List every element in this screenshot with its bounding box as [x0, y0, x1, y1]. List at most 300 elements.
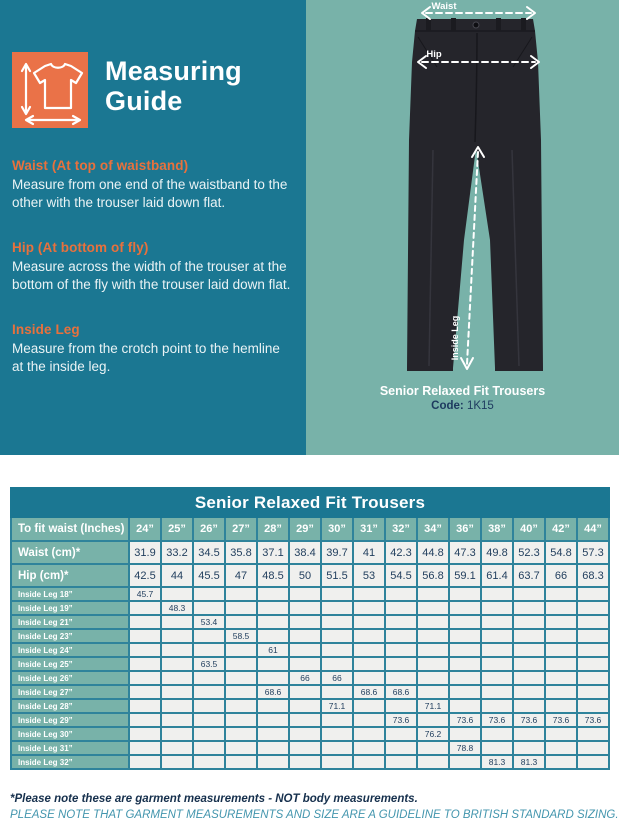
size-cell: 54.8 [545, 541, 577, 564]
size-cell [577, 755, 609, 769]
guide-section-waist-body: Measure from one end of the waistband to the other with the trouser laid down flat. [12, 177, 288, 210]
size-cell [193, 643, 225, 657]
size-cell: 81.3 [513, 755, 545, 769]
footnote-garment-measurements: *Please note these are garment measurements - NOT body measurements. [10, 793, 418, 805]
size-cell [417, 629, 449, 643]
size-cell: 45.5 [193, 564, 225, 587]
size-cell [129, 713, 161, 727]
size-table-container [10, 487, 610, 770]
size-cell [513, 685, 545, 699]
size-cell [545, 615, 577, 629]
size-cell: 57.3 [577, 541, 609, 564]
size-column-header: 26” [193, 517, 225, 541]
size-cell: 53.4 [193, 615, 225, 629]
size-cell: 33.2 [161, 541, 193, 564]
size-cell [193, 755, 225, 769]
size-cell [417, 657, 449, 671]
size-cell [385, 699, 417, 713]
size-cell [225, 657, 257, 671]
size-cell [449, 657, 481, 671]
table-row [11, 615, 609, 629]
size-cell: 31.9 [129, 541, 161, 564]
size-cell [161, 685, 193, 699]
size-cell [449, 755, 481, 769]
size-cell [385, 671, 417, 685]
size-column-header: 44” [577, 517, 609, 541]
size-cell [417, 601, 449, 615]
size-cell [161, 629, 193, 643]
size-cell [225, 671, 257, 685]
size-cell [257, 741, 289, 755]
size-cell [193, 713, 225, 727]
row-label: Inside Leg 21” [11, 615, 129, 629]
product-code-value: 1K15 [466, 400, 494, 412]
size-cell [513, 629, 545, 643]
guide-section-hip [12, 240, 294, 294]
size-cell: 44.8 [417, 541, 449, 564]
size-cell [385, 741, 417, 755]
size-cell [577, 615, 609, 629]
table-row [11, 685, 609, 699]
size-cell [257, 629, 289, 643]
size-cell [449, 587, 481, 601]
size-cell: 54.5 [385, 564, 417, 587]
size-cell [129, 657, 161, 671]
size-cell [513, 699, 545, 713]
size-cell [321, 727, 353, 741]
size-cell [545, 727, 577, 741]
product-caption [306, 384, 619, 412]
guide-section-inside-leg [12, 322, 294, 376]
size-column-header: 30” [321, 517, 353, 541]
size-cell [257, 615, 289, 629]
table-row [11, 713, 609, 727]
size-cell [225, 587, 257, 601]
size-cell: 66 [545, 564, 577, 587]
table-row [11, 755, 609, 769]
row-label: Inside Leg 30” [11, 727, 129, 741]
size-cell [385, 657, 417, 671]
size-cell [513, 727, 545, 741]
size-cell: 73.6 [449, 713, 481, 727]
size-cell [545, 671, 577, 685]
size-cell [513, 657, 545, 671]
size-cell [449, 629, 481, 643]
page-title [105, 56, 242, 116]
size-cell [193, 727, 225, 741]
row-label: Inside Leg 18” [11, 587, 129, 601]
guide-section-hip-heading: Hip (At bottom of fly) [12, 240, 149, 255]
size-cell [513, 615, 545, 629]
size-cell [545, 685, 577, 699]
size-cell [193, 671, 225, 685]
size-cell: 56.8 [417, 564, 449, 587]
size-cell [481, 671, 513, 685]
size-cell [257, 755, 289, 769]
size-cell: 73.6 [385, 713, 417, 727]
size-cell [321, 685, 353, 699]
size-cell [449, 601, 481, 615]
page-title-line2: Guide [105, 86, 183, 116]
size-cell [481, 727, 513, 741]
guide-section-waist [12, 158, 294, 212]
table-row [11, 541, 609, 564]
size-cell [161, 755, 193, 769]
size-cell [577, 671, 609, 685]
size-cell [545, 741, 577, 755]
size-cell [449, 615, 481, 629]
size-cell: 51.5 [321, 564, 353, 587]
row-label: Inside Leg 27” [11, 685, 129, 699]
size-cell [129, 755, 161, 769]
size-cell [193, 699, 225, 713]
size-cell: 48.5 [257, 564, 289, 587]
size-cell [513, 587, 545, 601]
size-column-header: 32” [385, 517, 417, 541]
size-cell [225, 713, 257, 727]
guide-section-inside-leg-body: Measure from the crotch point to the hemline at the inside leg. [12, 341, 280, 374]
size-cell [481, 657, 513, 671]
size-cell [513, 741, 545, 755]
size-cell [353, 713, 385, 727]
size-cell: 78.8 [449, 741, 481, 755]
size-cell: 53 [353, 564, 385, 587]
size-cell: 38.4 [289, 541, 321, 564]
table-row [11, 657, 609, 671]
size-cell: 71.1 [321, 699, 353, 713]
table-row [11, 629, 609, 643]
table-row [11, 564, 609, 587]
size-cell [353, 629, 385, 643]
size-cell [289, 615, 321, 629]
table-row [11, 671, 609, 685]
guide-section-hip-body: Measure across the width of the trouser at the bottom of the fly with the trouser laid down flat. [12, 259, 291, 292]
size-cell [417, 615, 449, 629]
size-cell [353, 587, 385, 601]
size-cell [129, 741, 161, 755]
size-cell [417, 685, 449, 699]
product-code-label: Code: [431, 400, 464, 412]
size-cell [353, 699, 385, 713]
size-cell [257, 601, 289, 615]
size-cell [353, 727, 385, 741]
size-cell [353, 755, 385, 769]
size-cell [225, 699, 257, 713]
size-cell: 61.4 [481, 564, 513, 587]
size-cell: 52.3 [513, 541, 545, 564]
table-header-row [11, 517, 609, 541]
size-column-header: 38” [481, 517, 513, 541]
row-label: Inside Leg 29” [11, 713, 129, 727]
size-cell [257, 657, 289, 671]
size-cell [225, 615, 257, 629]
size-cell [289, 685, 321, 699]
table-title: Senior Relaxed Fit Trousers [11, 488, 609, 517]
size-column-header: 25” [161, 517, 193, 541]
size-cell [129, 727, 161, 741]
size-column-header: 24” [129, 517, 161, 541]
size-cell [545, 657, 577, 671]
size-cell: 76.2 [417, 727, 449, 741]
size-cell: 73.6 [545, 713, 577, 727]
size-cell [353, 643, 385, 657]
size-cell [385, 643, 417, 657]
table-row [11, 587, 609, 601]
size-cell [289, 755, 321, 769]
size-cell [353, 657, 385, 671]
size-column-header: 27” [225, 517, 257, 541]
size-cell: 61 [257, 643, 289, 657]
size-cell [385, 727, 417, 741]
table-row [11, 741, 609, 755]
inside-leg-arrow-label: Inside Leg [450, 315, 460, 361]
size-cell [321, 713, 353, 727]
size-cell [321, 587, 353, 601]
size-cell [193, 629, 225, 643]
size-cell [129, 601, 161, 615]
size-cell [513, 601, 545, 615]
row-label: Waist (cm)* [11, 541, 129, 564]
footnote-british-standard: PLEASE NOTE THAT GARMENT MEASUREMENTS AND SIZE ARE A GUIDELINE TO BRITISH STANDARD SIZING. [10, 809, 619, 821]
size-cell [321, 601, 353, 615]
size-cell [225, 601, 257, 615]
size-cell: 63.5 [193, 657, 225, 671]
table-row [11, 727, 609, 741]
size-cell [417, 587, 449, 601]
size-cell [129, 629, 161, 643]
size-cell [545, 643, 577, 657]
size-cell [225, 643, 257, 657]
tshirt-measure-icon-glyph [12, 52, 88, 128]
size-cell [385, 629, 417, 643]
size-cell: 42.5 [129, 564, 161, 587]
size-cell: 81.3 [481, 755, 513, 769]
guide-section-inside-leg-heading: Inside Leg [12, 322, 80, 337]
size-cell [289, 727, 321, 741]
size-cell [257, 587, 289, 601]
size-cell [449, 671, 481, 685]
size-cell: 66 [289, 671, 321, 685]
size-cell [321, 657, 353, 671]
size-cell [449, 685, 481, 699]
size-cell: 68.6 [353, 685, 385, 699]
size-cell [321, 615, 353, 629]
size-cell [577, 685, 609, 699]
size-cell [449, 699, 481, 713]
row-label: Hip (cm)* [11, 564, 129, 587]
size-cell [257, 699, 289, 713]
size-cell: 63.7 [513, 564, 545, 587]
size-cell: 42.3 [385, 541, 417, 564]
row-label: Inside Leg 32” [11, 755, 129, 769]
size-cell [577, 587, 609, 601]
size-cell [161, 699, 193, 713]
size-cell [321, 643, 353, 657]
row-label: Inside Leg 31” [11, 741, 129, 755]
size-cell [225, 755, 257, 769]
hip-arrow-label: Hip [426, 49, 442, 60]
header-to-fit-waist: To fit waist (Inches) [11, 517, 129, 541]
size-cell [513, 671, 545, 685]
row-label: Inside Leg 19” [11, 601, 129, 615]
size-cell [577, 601, 609, 615]
size-cell [545, 587, 577, 601]
size-cell [193, 587, 225, 601]
size-cell [417, 671, 449, 685]
size-cell [289, 657, 321, 671]
size-cell: 45.7 [129, 587, 161, 601]
size-cell [321, 755, 353, 769]
size-cell [161, 657, 193, 671]
row-label: Inside Leg 24” [11, 643, 129, 657]
size-cell [353, 671, 385, 685]
size-cell [417, 755, 449, 769]
measuring-guide-panel [0, 0, 306, 455]
size-cell [481, 699, 513, 713]
size-cell [257, 671, 289, 685]
size-cell [577, 699, 609, 713]
size-cell [353, 615, 385, 629]
size-cell [289, 587, 321, 601]
size-column-header: 36” [449, 517, 481, 541]
size-cell: 47.3 [449, 541, 481, 564]
size-cell [449, 643, 481, 657]
size-cell: 71.1 [417, 699, 449, 713]
guide-sections [12, 158, 294, 404]
size-cell [289, 601, 321, 615]
size-cell [193, 741, 225, 755]
size-cell: 34.5 [193, 541, 225, 564]
size-cell [545, 699, 577, 713]
size-cell [257, 713, 289, 727]
size-cell [577, 643, 609, 657]
size-cell: 47 [225, 564, 257, 587]
size-cell [161, 713, 193, 727]
row-label: Inside Leg 26” [11, 671, 129, 685]
size-column-header: 40” [513, 517, 545, 541]
size-cell: 48.3 [161, 601, 193, 615]
size-column-header: 34” [417, 517, 449, 541]
size-cell [161, 587, 193, 601]
size-cell [129, 671, 161, 685]
size-cell [161, 727, 193, 741]
row-label: Inside Leg 28” [11, 699, 129, 713]
size-cell [225, 727, 257, 741]
guide-section-waist-heading: Waist (At top of waistband) [12, 158, 189, 173]
product-photo-panel [306, 0, 619, 455]
size-cell: 44 [161, 564, 193, 587]
size-cell [577, 727, 609, 741]
size-cell [129, 685, 161, 699]
size-cell [161, 643, 193, 657]
product-name: Senior Relaxed Fit Trousers [379, 384, 546, 398]
size-cell [289, 643, 321, 657]
size-cell [385, 755, 417, 769]
size-cell [481, 685, 513, 699]
size-cell [545, 629, 577, 643]
size-cell: 68.3 [577, 564, 609, 587]
size-cell [481, 629, 513, 643]
size-cell [481, 741, 513, 755]
size-cell [225, 685, 257, 699]
size-cell [481, 601, 513, 615]
size-cell [417, 643, 449, 657]
size-cell: 66 [321, 671, 353, 685]
size-cell: 35.8 [225, 541, 257, 564]
size-column-header: 42” [545, 517, 577, 541]
size-cell [129, 699, 161, 713]
size-cell [481, 587, 513, 601]
size-cell [289, 741, 321, 755]
waist-arrow-label: Waist [431, 1, 457, 12]
size-cell: 37.1 [257, 541, 289, 564]
size-cell [353, 601, 385, 615]
size-cell [385, 601, 417, 615]
size-cell: 73.6 [481, 713, 513, 727]
tshirt-measure-icon [12, 52, 88, 128]
size-cell: 68.6 [385, 685, 417, 699]
size-cell [193, 601, 225, 615]
size-cell [545, 755, 577, 769]
size-cell [129, 615, 161, 629]
page-title-line1: Measuring [105, 56, 242, 86]
size-table [10, 487, 610, 770]
size-cell [481, 643, 513, 657]
size-cell [161, 741, 193, 755]
size-column-header: 31” [353, 517, 385, 541]
size-cell [481, 615, 513, 629]
size-cell [449, 727, 481, 741]
size-cell: 73.6 [513, 713, 545, 727]
size-cell [417, 713, 449, 727]
size-cell [513, 643, 545, 657]
size-cell [161, 615, 193, 629]
row-label: Inside Leg 25” [11, 657, 129, 671]
size-cell [321, 741, 353, 755]
size-cell [385, 615, 417, 629]
size-cell: 59.1 [449, 564, 481, 587]
size-cell: 50 [289, 564, 321, 587]
size-cell: 41 [353, 541, 385, 564]
size-cell [193, 685, 225, 699]
size-cell [129, 643, 161, 657]
size-column-header: 29” [289, 517, 321, 541]
size-cell: 49.8 [481, 541, 513, 564]
size-cell [289, 713, 321, 727]
size-cell [545, 601, 577, 615]
size-cell [577, 657, 609, 671]
size-cell: 68.6 [257, 685, 289, 699]
size-cell [353, 741, 385, 755]
size-cell [225, 741, 257, 755]
size-cell [161, 671, 193, 685]
size-cell [321, 629, 353, 643]
product-code [306, 400, 619, 412]
size-cell: 58.5 [225, 629, 257, 643]
size-cell [257, 727, 289, 741]
size-cell [289, 699, 321, 713]
table-row [11, 699, 609, 713]
size-cell [385, 587, 417, 601]
size-column-header: 28” [257, 517, 289, 541]
size-cell [289, 629, 321, 643]
table-row [11, 601, 609, 615]
table-title-row [11, 488, 609, 517]
row-label: Inside Leg 23” [11, 629, 129, 643]
table-row [11, 643, 609, 657]
size-cell [577, 629, 609, 643]
size-cell: 39.7 [321, 541, 353, 564]
